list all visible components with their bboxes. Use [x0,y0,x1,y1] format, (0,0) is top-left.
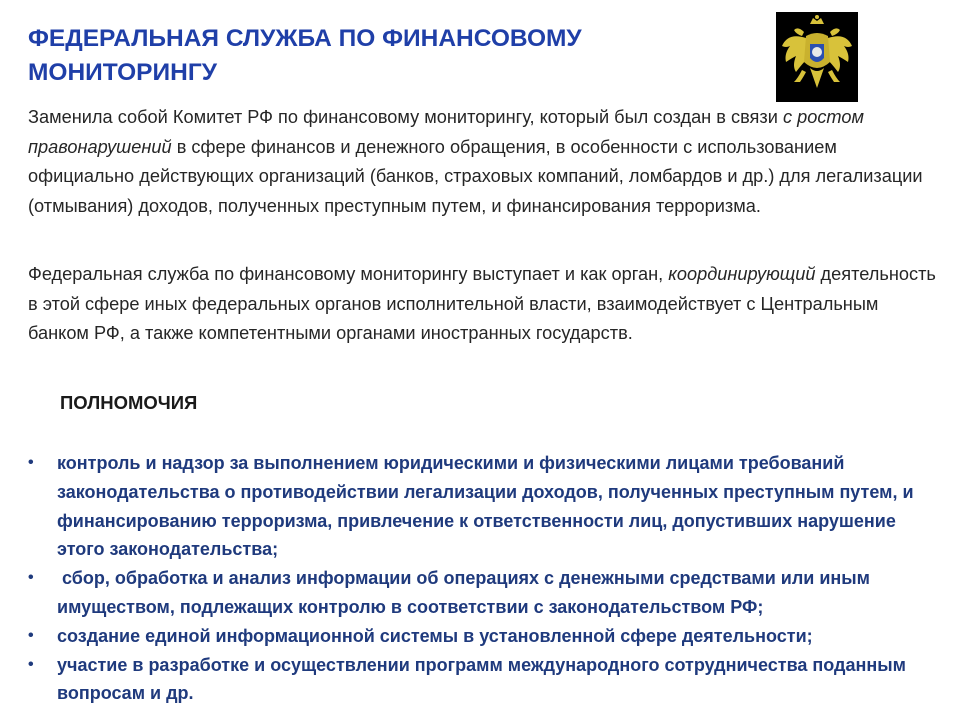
intro-p1-text-b: в сфере финансов и денежного обращения, в особенности с использованием официально действующих организаций (банков, страховых компаний, ломбардов и др.) для легализации (отмывания) доходов, полученных преступным путем, и финансирования терроризма. [28,136,923,216]
intro-p2-text-b: деятельность в этой сфере иных федеральных органов исполнительной власти, взаимодействует с Центральным банком РФ, а также компетентными органами иностранных государств. [28,264,936,343]
powers-list [28,449,948,708]
bullet-icon: • [28,655,34,673]
list-item [28,622,948,651]
intro-p1-text-a: Заменила собой Комитет РФ по финансовому мониторингу, который был создан в связи [28,107,783,127]
page-title [28,22,728,90]
powers-item-text: участие в разработке и осуществлении программ международного сотрудничества поданным вопросам и др. [57,654,906,704]
intro-paragraph-1 [28,103,940,221]
bullet-icon: • [28,454,34,471]
title-line-1: ФЕДЕРАЛЬНАЯ СЛУЖБА ПО ФИНАНСОВОМУ [28,25,582,52]
bullet-icon: • [28,626,34,644]
powers-item-text: сбор, обработка и анализ информации об операциях с денежными средствами или иным имуществом, подлежащих контролю в соответствии с законодательством РФ; [57,568,876,617]
powers-item-text: контроль и надзор за выполнением юридическими и физическими лицами требований законодательства о противодействии легализации доходов, полученных преступным путем, и финансированию терроризма, привлечение к ответственности лиц, допустивших нарушение этого законодательства; [57,453,914,560]
intro-p1-emphasis: с ростом правонарушений [28,107,864,157]
intro-paragraph-2 [28,260,940,349]
title-line-2: МОНИТОРИНГУ [28,59,217,86]
intro-p2-text-a: Федеральная служба по финансовому мониторингу выступает и как орган, [28,264,669,284]
powers-heading: ПОЛНОМОЧИЯ [60,392,198,413]
double-headed-eagle-emblem-icon [776,12,858,102]
list-item [28,564,948,622]
list-item [28,449,948,564]
bullet-icon: • [28,569,34,587]
powers-item-text: создание единой информационной системы в установленной сфере деятельности; [57,625,813,646]
intro-p2-emphasis: координирующий [668,264,816,284]
list-item [28,651,948,709]
